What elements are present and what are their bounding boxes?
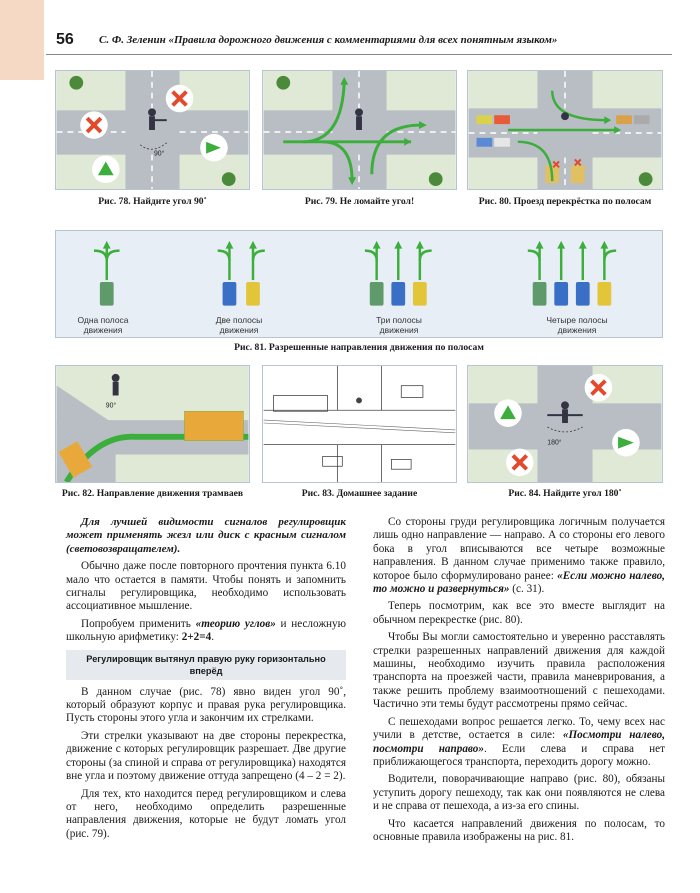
caption-81: Рис. 81. Разрешенные направления движения по полосам bbox=[234, 342, 484, 353]
right-column bbox=[373, 516, 665, 844]
paragraph: Со стороны груди регулировщика логичным получается лишь одно направление — направо. А со стороны его левого бока в угол вписываются все четыре возможные направления. В данном случае применимо также правило, которое было сформулировано ранее: «Если можно налево, то можно и развернуться» (с. 31). bbox=[373, 516, 665, 596]
paragraph: Теперь посмотрим, как все это вместе выглядит на обычном перекрестке (рис. 80). bbox=[373, 600, 665, 626]
lead-paragraph: Для лучшей видимости сигналов регулировщик может применять жезл или диск с красным сигналом (световозвращателем). bbox=[66, 516, 346, 555]
lane-label-one: Одна полоса движения bbox=[77, 315, 129, 335]
figure-80 bbox=[467, 70, 663, 190]
caption-78: Рис. 78. Найдите угол 90˚ bbox=[98, 196, 207, 207]
caption-79: Рис. 79. Не ломайте угол! bbox=[304, 196, 415, 207]
paragraph: Обычно даже после повторного прочтения пункта 6.10 мало что остается в памяти. Чтобы понять и запомнить сигналы регулировщика, необходимо использовать ассоциативное мышление. bbox=[66, 560, 346, 613]
caption-83: Рис. 83. Домашнее задание bbox=[301, 488, 418, 499]
lane-label-three: Три полосы движения bbox=[376, 315, 422, 335]
lane-label-four: Четыре полосы движения bbox=[546, 315, 608, 335]
figure-81 bbox=[55, 230, 663, 338]
caption-84: Рис. 84. Найдите угол 180˚ bbox=[508, 488, 622, 499]
figure-82 bbox=[55, 365, 250, 483]
angle-label-180: 180° bbox=[547, 439, 562, 447]
paragraph: Что касается направлений движения по полосам, то основные правила изображены на рис. 81. bbox=[373, 817, 665, 843]
paragraph: В данном случае (рис. 78) явно виден угол 90˚, который образуют корпус и правая рука регулировщика. Пусть стороны этого угла и закончим их стрелками. bbox=[66, 685, 346, 725]
paragraph: Чтобы Вы могли самостоятельно и уверенно расставлять стрелки разрешенных направлений движения для каждой машины, необходимо изучить правила расположения транспорта на проезжей части, правила маневрирования, а также решить проблему взаимоотношений с пешеходами. Частично эти темы будут рассмотрены прямо сейчас. bbox=[373, 631, 665, 711]
header-tab bbox=[0, 0, 44, 80]
tram-illustration bbox=[56, 366, 249, 482]
intersection-illustration bbox=[263, 71, 456, 189]
paragraph: Водители, поворачивающие направо (рис. 80), обязаны уступить дорогу пешеходу, так как они появляются не слева и не справа от пешехода, а из-за его спины. bbox=[373, 773, 665, 813]
left-column bbox=[66, 516, 346, 841]
figure-83 bbox=[262, 365, 457, 483]
paragraph: Попробуем применить «теорию углов» и несложную школьную арифметику: 2+2=4. bbox=[66, 617, 346, 644]
info-box: Регулировщик вытянул правую руку горизонтально вперёд bbox=[66, 650, 346, 680]
figure-79 bbox=[262, 70, 457, 190]
angle-label-90: 90° bbox=[153, 150, 165, 158]
lane-label-two: Две полосы движения bbox=[215, 315, 263, 335]
homework-illustration bbox=[263, 366, 456, 482]
paragraph: Эти стрелки указывают на две стороны перекрестка, движение с которых регулировщик разрешает. Две другие стороны (за спиной и справа от регулировщика) находятся вне угла и поэтому движение оттуда запрещено (4 – 2 = 2). bbox=[66, 729, 346, 783]
angle-label-90: 90° bbox=[105, 402, 117, 410]
paragraph: Для тех, кто находится перед регулировщиком и слева от него, необходимо определить разрешенные направления движения, которые не будут ломать угол (рис. 79). bbox=[66, 787, 346, 840]
page-number: 56 bbox=[56, 31, 74, 48]
intersection-illustration bbox=[56, 71, 249, 189]
caption-82: Рис. 82. Направление движения трамваев bbox=[61, 488, 244, 499]
caption-80: Рис. 80. Проезд перекрёстка по полосам bbox=[478, 196, 652, 207]
header-rule bbox=[46, 54, 672, 55]
running-title: С. Ф. Зеленин «Правила дорожного движения с комментариями для всех понятным языком» bbox=[99, 34, 558, 46]
paragraph: С пешеходами вопрос решается легко. То, чему всех нас учили в детстве, остается в силе: «Посмотри налево, посмотри направо». Если слева и справа нет приближающегося транспорта, переходить дорогу можно. bbox=[373, 715, 666, 768]
figure-78 bbox=[55, 70, 250, 190]
intersection-illustration bbox=[468, 366, 662, 482]
figure-84 bbox=[467, 365, 663, 483]
intersection-illustration bbox=[468, 71, 662, 189]
